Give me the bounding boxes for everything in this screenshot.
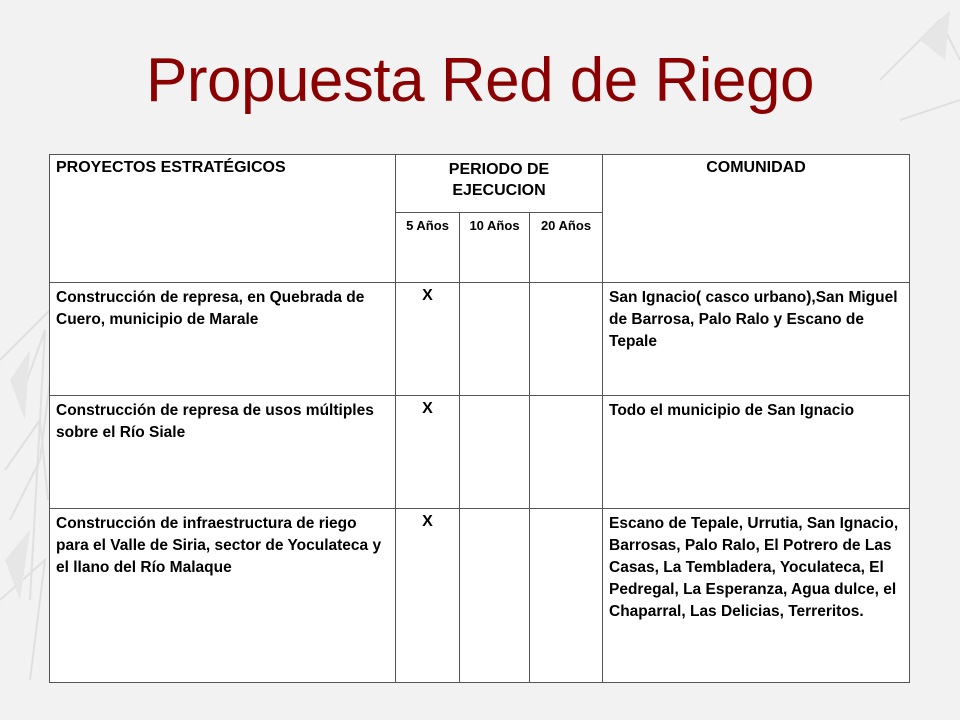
projects-table bbox=[49, 154, 910, 683]
slide-title: Propuesta Red de Riego bbox=[145, 46, 814, 115]
table-row bbox=[50, 396, 910, 509]
header-proyectos: PROYECTOS ESTRATÉGICOS bbox=[50, 155, 396, 283]
table-row bbox=[50, 283, 910, 396]
project-name: Construcción de represa de usos múltiples sobre el Río Siale bbox=[50, 396, 396, 509]
header-periodo: PERIODO DE EJECUCION bbox=[396, 155, 603, 213]
period-20-mark bbox=[530, 283, 603, 396]
community-list: San Ignacio( casco urbano),San Miguel de Barrosa, Palo Ralo y Escano de Tepale bbox=[603, 283, 910, 396]
period-10-mark bbox=[460, 509, 530, 683]
project-name: Construcción de represa, en Quebrada de Cuero, municipio de Marale bbox=[50, 283, 396, 396]
period-5-mark: X bbox=[396, 396, 460, 509]
project-name: Construcción de infraestructura de riego para el Valle de Siria, sector de Yoculateca y el llano del Río Malaque bbox=[50, 509, 396, 683]
subheader-10-anos: 10 Años bbox=[460, 213, 530, 283]
subheader-20-anos: 20 Años bbox=[530, 213, 603, 283]
table-row bbox=[50, 509, 910, 683]
period-20-mark bbox=[530, 396, 603, 509]
header-comunidad: COMUNIDAD bbox=[603, 155, 910, 283]
community-list: Escano de Tepale, Urrutia, San Ignacio, Barrosas, Palo Ralo, El Potrero de Las Casas, La Tembladera, Yoculateca, El Pedregal, La Esperanza, Agua dulce, el Chaparral, Las Delicias, Terreritos. bbox=[603, 509, 910, 683]
period-5-mark: X bbox=[396, 509, 460, 683]
header-row bbox=[50, 155, 910, 213]
community-list: Todo el municipio de San Ignacio bbox=[603, 396, 910, 509]
period-5-mark: X bbox=[396, 283, 460, 396]
period-10-mark bbox=[460, 396, 530, 509]
period-10-mark bbox=[460, 283, 530, 396]
subheader-5-anos: 5 Años bbox=[396, 213, 460, 283]
period-20-mark bbox=[530, 509, 603, 683]
